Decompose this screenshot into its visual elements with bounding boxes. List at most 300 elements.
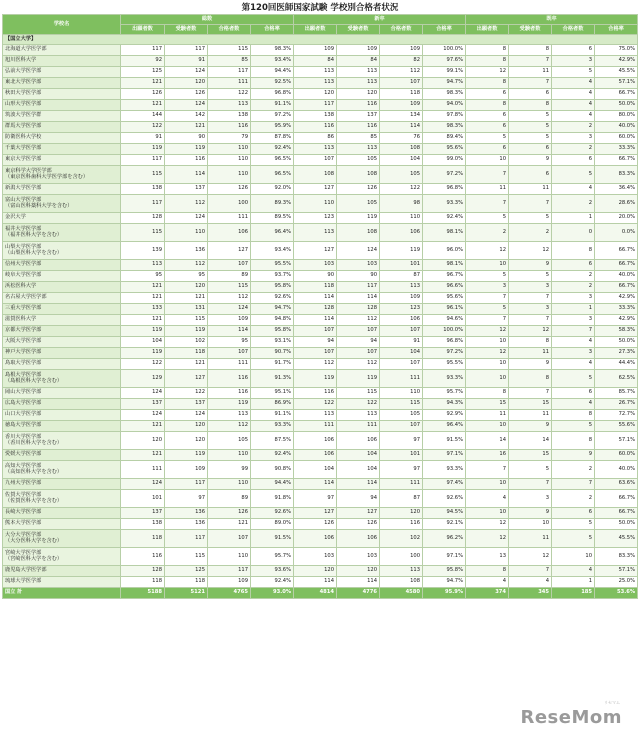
- value-cell: 95: [121, 271, 165, 282]
- value-cell: 76: [380, 133, 423, 144]
- value-cell: 87: [380, 271, 423, 282]
- value-cell: 7: [466, 315, 509, 326]
- value-cell: 89.3%: [251, 195, 294, 213]
- value-cell: 107: [380, 359, 423, 370]
- school-name: [3, 56, 121, 67]
- school-name-line: 京都大学医学部: [5, 327, 42, 334]
- value-cell: 112: [165, 195, 208, 213]
- value-cell: 124: [165, 67, 208, 78]
- value-cell: 98.1%: [423, 224, 466, 242]
- value-cell: 95.9%: [251, 122, 294, 133]
- value-cell: 121: [165, 293, 208, 304]
- table-row: [3, 242, 638, 260]
- total-value-cell: 374: [466, 588, 509, 599]
- table-row: [3, 359, 638, 370]
- value-cell: 42.9%: [595, 293, 638, 304]
- value-cell: 96.5%: [251, 166, 294, 184]
- section-label: 【国立大学】: [3, 35, 638, 45]
- value-cell: 110: [208, 479, 251, 490]
- school-name-line: 浜松医科大学: [5, 283, 37, 290]
- value-cell: 118: [380, 89, 423, 100]
- value-cell: 5: [509, 133, 552, 144]
- value-cell: 86.9%: [251, 399, 294, 410]
- value-cell: 92: [121, 56, 165, 67]
- value-cell: 5: [509, 213, 552, 224]
- value-cell: 8: [466, 56, 509, 67]
- value-cell: 110: [208, 144, 251, 155]
- value-cell: 124: [208, 304, 251, 315]
- value-cell: 97: [380, 461, 423, 479]
- school-name-line: 佐賀大学医学部: [5, 491, 42, 498]
- value-cell: 20.0%: [595, 213, 638, 224]
- school-name-line: 名古屋大学医学部: [5, 294, 47, 301]
- value-cell: 104: [294, 461, 337, 479]
- value-cell: 10: [466, 155, 509, 166]
- value-cell: 110: [208, 155, 251, 166]
- table-row: [3, 213, 638, 224]
- value-cell: 120: [165, 421, 208, 432]
- value-cell: 138: [121, 184, 165, 195]
- value-cell: 127: [208, 242, 251, 260]
- value-cell: 121: [121, 100, 165, 111]
- value-cell: 120: [121, 432, 165, 450]
- value-cell: 106: [294, 530, 337, 548]
- column-header: 合格者数: [552, 25, 595, 35]
- value-cell: 124: [337, 242, 380, 260]
- value-cell: 3: [466, 282, 509, 293]
- value-cell: 9: [509, 508, 552, 519]
- value-cell: 113: [294, 67, 337, 78]
- school-name-line: 秋田大学医学部: [5, 90, 42, 97]
- total-row: [3, 588, 638, 599]
- value-cell: 93.6%: [251, 566, 294, 577]
- value-cell: 3: [552, 315, 595, 326]
- value-cell: 5: [466, 213, 509, 224]
- value-cell: 105: [380, 410, 423, 421]
- table-row: [3, 566, 638, 577]
- school-name: [3, 111, 121, 122]
- school-name-line: 岐阜大学医学部: [5, 272, 42, 279]
- value-cell: 4: [552, 100, 595, 111]
- value-cell: 97.1%: [423, 450, 466, 461]
- value-cell: 110: [294, 195, 337, 213]
- school-name: [3, 315, 121, 326]
- value-cell: 3: [552, 133, 595, 144]
- value-cell: 117: [165, 45, 208, 56]
- school-name-line: 筑波大学医学群: [5, 112, 42, 119]
- value-cell: 136: [165, 508, 208, 519]
- value-cell: 103: [294, 260, 337, 271]
- value-cell: 119: [121, 348, 165, 359]
- school-name-line: 九州大学医学部: [5, 480, 42, 487]
- value-cell: 114: [294, 293, 337, 304]
- value-cell: 7: [509, 315, 552, 326]
- value-cell: 79: [208, 133, 251, 144]
- value-cell: 4: [466, 577, 509, 588]
- value-cell: 115: [165, 315, 208, 326]
- table-header: [3, 15, 638, 35]
- value-cell: 7: [466, 293, 509, 304]
- value-cell: 94: [337, 337, 380, 348]
- value-cell: 93.1%: [251, 337, 294, 348]
- value-cell: 106: [208, 224, 251, 242]
- value-cell: 6: [509, 89, 552, 100]
- value-cell: 127: [337, 508, 380, 519]
- school-name: [3, 348, 121, 359]
- value-cell: 102: [380, 530, 423, 548]
- school-name-line: 山口大学医学部: [5, 411, 42, 418]
- value-cell: 98: [380, 195, 423, 213]
- value-cell: 127: [294, 242, 337, 260]
- value-cell: 28.6%: [595, 195, 638, 213]
- value-cell: 111: [208, 359, 251, 370]
- value-cell: 101: [121, 490, 165, 508]
- school-name-line: 旭川医科大学: [5, 57, 37, 64]
- value-cell: 116: [337, 122, 380, 133]
- value-cell: 7: [466, 195, 509, 213]
- value-cell: 107: [294, 155, 337, 166]
- value-cell: 8: [466, 388, 509, 399]
- value-cell: 96.7%: [423, 271, 466, 282]
- value-cell: 113: [208, 100, 251, 111]
- value-cell: 111: [208, 78, 251, 89]
- school-name-line: 新潟大学医学部: [5, 185, 42, 192]
- value-cell: 122: [380, 184, 423, 195]
- table-row: [3, 282, 638, 293]
- value-cell: 124: [165, 100, 208, 111]
- value-cell: 93.4%: [251, 56, 294, 67]
- value-cell: 119: [165, 450, 208, 461]
- value-cell: 100: [208, 195, 251, 213]
- value-cell: 50.0%: [595, 519, 638, 530]
- value-cell: 7: [509, 293, 552, 304]
- school-name: [3, 184, 121, 195]
- value-cell: 114: [294, 577, 337, 588]
- value-cell: 83.3%: [595, 166, 638, 184]
- value-cell: 119: [165, 326, 208, 337]
- school-name: [3, 242, 121, 260]
- results-table-wrapper: [2, 14, 636, 599]
- school-name: [3, 166, 121, 184]
- school-name-line: 滋賀医科大学: [5, 316, 37, 323]
- school-name-line: （佐賀医科大学を含む）: [5, 497, 63, 504]
- value-cell: 82: [380, 56, 423, 67]
- value-cell: 122: [294, 399, 337, 410]
- school-name: [3, 399, 121, 410]
- value-cell: 116: [208, 370, 251, 388]
- total-value-cell: 93.0%: [251, 588, 294, 599]
- value-cell: 121: [121, 78, 165, 89]
- value-cell: 1: [552, 213, 595, 224]
- column-header: 合格率: [251, 25, 294, 35]
- value-cell: 4: [552, 566, 595, 577]
- school-name-line: （山梨医科大学を含む）: [5, 249, 63, 256]
- value-cell: 106: [294, 432, 337, 450]
- value-cell: 15: [509, 450, 552, 461]
- table-row: [3, 450, 638, 461]
- table-row: [3, 326, 638, 337]
- value-cell: 60.0%: [595, 450, 638, 461]
- table-row: [3, 111, 638, 122]
- total-value-cell: 53.6%: [595, 588, 638, 599]
- value-cell: 129: [121, 370, 165, 388]
- value-cell: 113: [337, 410, 380, 421]
- total-value-cell: 4580: [380, 588, 423, 599]
- value-cell: 60.0%: [595, 133, 638, 144]
- school-name-line: 山形大学医学部: [5, 101, 42, 108]
- value-cell: 104: [337, 450, 380, 461]
- value-cell: 104: [380, 348, 423, 359]
- school-name-line: 山梨大学医学部: [5, 243, 42, 250]
- value-cell: 144: [121, 111, 165, 122]
- value-cell: 114: [208, 326, 251, 337]
- value-cell: 75.0%: [595, 45, 638, 56]
- value-cell: 113: [121, 260, 165, 271]
- value-cell: 12: [466, 519, 509, 530]
- value-cell: 87.8%: [251, 133, 294, 144]
- value-cell: 111: [337, 421, 380, 432]
- total-value-cell: 5121: [165, 588, 208, 599]
- school-name-line: 香川大学医学部: [5, 433, 42, 440]
- value-cell: 96.5%: [251, 155, 294, 166]
- value-cell: 4: [552, 359, 595, 370]
- value-cell: 107: [380, 326, 423, 337]
- value-cell: 102: [165, 337, 208, 348]
- value-cell: 108: [380, 144, 423, 155]
- table-row: [3, 461, 638, 479]
- value-cell: 15: [466, 399, 509, 410]
- value-cell: 118: [121, 530, 165, 548]
- value-cell: 10: [466, 479, 509, 490]
- value-cell: 114: [337, 577, 380, 588]
- value-cell: 4: [552, 111, 595, 122]
- table-row: [3, 155, 638, 166]
- value-cell: 110: [208, 548, 251, 566]
- value-cell: 12: [466, 242, 509, 260]
- value-cell: 7: [509, 56, 552, 67]
- value-cell: 126: [208, 184, 251, 195]
- table-row: [3, 133, 638, 144]
- value-cell: 10: [466, 370, 509, 388]
- school-name-line: 徳島大学医学部: [5, 422, 42, 429]
- school-name: [3, 195, 121, 213]
- value-cell: 5: [509, 111, 552, 122]
- school-name: [3, 78, 121, 89]
- value-cell: 7: [466, 166, 509, 184]
- table-row: [3, 530, 638, 548]
- table-row: [3, 519, 638, 530]
- school-name-line: 富山大学医学部: [5, 196, 42, 203]
- value-cell: 97.2%: [423, 166, 466, 184]
- school-name: [3, 260, 121, 271]
- value-cell: 119: [121, 144, 165, 155]
- value-cell: 13: [466, 548, 509, 566]
- value-cell: 6: [509, 166, 552, 184]
- value-cell: 112: [337, 315, 380, 326]
- column-header: 受験者数: [337, 25, 380, 35]
- value-cell: 120: [337, 89, 380, 100]
- value-cell: 121: [165, 359, 208, 370]
- value-cell: 126: [337, 519, 380, 530]
- value-cell: 2: [552, 282, 595, 293]
- value-cell: 12: [466, 530, 509, 548]
- value-cell: 36.4%: [595, 184, 638, 195]
- value-cell: 115: [208, 45, 251, 56]
- value-cell: 95.6%: [423, 144, 466, 155]
- value-cell: 8: [509, 45, 552, 56]
- value-cell: 83.3%: [595, 548, 638, 566]
- value-cell: 11: [509, 348, 552, 359]
- school-name: [3, 421, 121, 432]
- value-cell: 2: [552, 461, 595, 479]
- value-cell: 128: [337, 304, 380, 315]
- table-row: [3, 577, 638, 588]
- value-cell: 14: [509, 432, 552, 450]
- value-cell: 10: [466, 508, 509, 519]
- value-cell: 66.7%: [595, 89, 638, 100]
- value-cell: 118: [121, 577, 165, 588]
- value-cell: 125: [165, 566, 208, 577]
- value-cell: 94.8%: [251, 315, 294, 326]
- value-cell: 107: [208, 348, 251, 359]
- value-cell: 125: [121, 67, 165, 78]
- value-cell: 91.3%: [251, 370, 294, 388]
- value-cell: 5: [552, 519, 595, 530]
- value-cell: 95.7%: [423, 388, 466, 399]
- value-cell: 98.1%: [423, 260, 466, 271]
- school-name-line: 東京科学大学医学部: [5, 167, 52, 174]
- value-cell: 127: [165, 370, 208, 388]
- table-row: [3, 166, 638, 184]
- value-cell: 128: [294, 304, 337, 315]
- value-cell: 120: [165, 78, 208, 89]
- value-cell: 121: [208, 519, 251, 530]
- value-cell: 107: [337, 348, 380, 359]
- value-cell: 94.7%: [423, 78, 466, 89]
- value-cell: 95.8%: [251, 282, 294, 293]
- school-name-line: 信州大学医学部: [5, 261, 42, 268]
- school-name-line: （香川医科大学を含む）: [5, 439, 63, 446]
- value-cell: 11: [466, 410, 509, 421]
- value-cell: 116: [165, 155, 208, 166]
- table-row: [3, 184, 638, 195]
- value-cell: 89.4%: [423, 133, 466, 144]
- school-name: [3, 508, 121, 519]
- value-cell: 5: [552, 530, 595, 548]
- school-name: [3, 388, 121, 399]
- school-name: [3, 577, 121, 588]
- value-cell: 107: [208, 260, 251, 271]
- value-cell: 96.4%: [423, 421, 466, 432]
- value-cell: 12: [466, 348, 509, 359]
- school-name-line: 東北大学医学部: [5, 79, 42, 86]
- school-name-line: 熊本大学医学部: [5, 520, 42, 527]
- value-cell: 66.7%: [595, 508, 638, 519]
- value-cell: 136: [165, 242, 208, 260]
- value-cell: 100.0%: [423, 45, 466, 56]
- value-cell: 8: [466, 45, 509, 56]
- value-cell: 121: [121, 315, 165, 326]
- value-cell: 6: [466, 89, 509, 100]
- value-cell: 6: [552, 155, 595, 166]
- school-name: [3, 566, 121, 577]
- value-cell: 113: [294, 144, 337, 155]
- value-cell: 113: [294, 78, 337, 89]
- school-name-line: 弘前大学医学部: [5, 68, 42, 75]
- value-cell: 96.0%: [423, 242, 466, 260]
- value-cell: 103: [337, 260, 380, 271]
- school-name-line: 防衛医科大学校: [5, 134, 42, 141]
- value-cell: 9: [509, 359, 552, 370]
- value-cell: 40.0%: [595, 271, 638, 282]
- table-row: [3, 100, 638, 111]
- total-label: 国立 計: [3, 588, 121, 599]
- value-cell: 121: [121, 282, 165, 293]
- school-name-line: （島根医科大学を含む）: [5, 377, 63, 384]
- table-row: [3, 337, 638, 348]
- column-header: 受験者数: [165, 25, 208, 35]
- value-cell: 8: [552, 242, 595, 260]
- value-cell: 114: [337, 293, 380, 304]
- value-cell: 108: [337, 166, 380, 184]
- value-cell: 94: [337, 490, 380, 508]
- value-cell: 106: [380, 224, 423, 242]
- value-cell: 110: [208, 166, 251, 184]
- total-value-cell: 4814: [294, 588, 337, 599]
- school-name-line: 大阪大学医学部: [5, 338, 42, 345]
- value-cell: 122: [121, 359, 165, 370]
- column-header: 合格率: [595, 25, 638, 35]
- school-name-line: 群馬大学医学部: [5, 123, 42, 130]
- value-cell: 117: [208, 67, 251, 78]
- column-header: 受験者数: [509, 25, 552, 35]
- section-row: [3, 35, 638, 45]
- value-cell: 85: [208, 56, 251, 67]
- value-cell: 0.0%: [595, 224, 638, 242]
- group-header-past: 既卒: [466, 15, 638, 25]
- value-cell: 120: [337, 566, 380, 577]
- value-cell: 118: [165, 577, 208, 588]
- value-cell: 139: [121, 242, 165, 260]
- school-name-line: （富山医科薬科大学を含む）: [5, 202, 73, 209]
- value-cell: 126: [208, 508, 251, 519]
- value-cell: 105: [337, 155, 380, 166]
- value-cell: 93.3%: [423, 195, 466, 213]
- column-header: 合格者数: [208, 25, 251, 35]
- value-cell: 116: [294, 122, 337, 133]
- value-cell: 118: [165, 348, 208, 359]
- value-cell: 117: [165, 530, 208, 548]
- value-cell: 97.2%: [251, 111, 294, 122]
- table-row: [3, 122, 638, 133]
- value-cell: 120: [380, 508, 423, 519]
- school-name: [3, 271, 121, 282]
- value-cell: 122: [121, 122, 165, 133]
- value-cell: 4: [552, 78, 595, 89]
- value-cell: 114: [165, 166, 208, 184]
- value-cell: 115: [380, 399, 423, 410]
- value-cell: 6: [552, 388, 595, 399]
- value-cell: 45.5%: [595, 530, 638, 548]
- value-cell: 96.1%: [423, 304, 466, 315]
- value-cell: 106: [337, 530, 380, 548]
- value-cell: 138: [208, 111, 251, 122]
- value-cell: 92.4%: [423, 213, 466, 224]
- table-row: [3, 304, 638, 315]
- school-name: [3, 326, 121, 337]
- value-cell: 5: [509, 122, 552, 133]
- value-cell: 120: [165, 432, 208, 450]
